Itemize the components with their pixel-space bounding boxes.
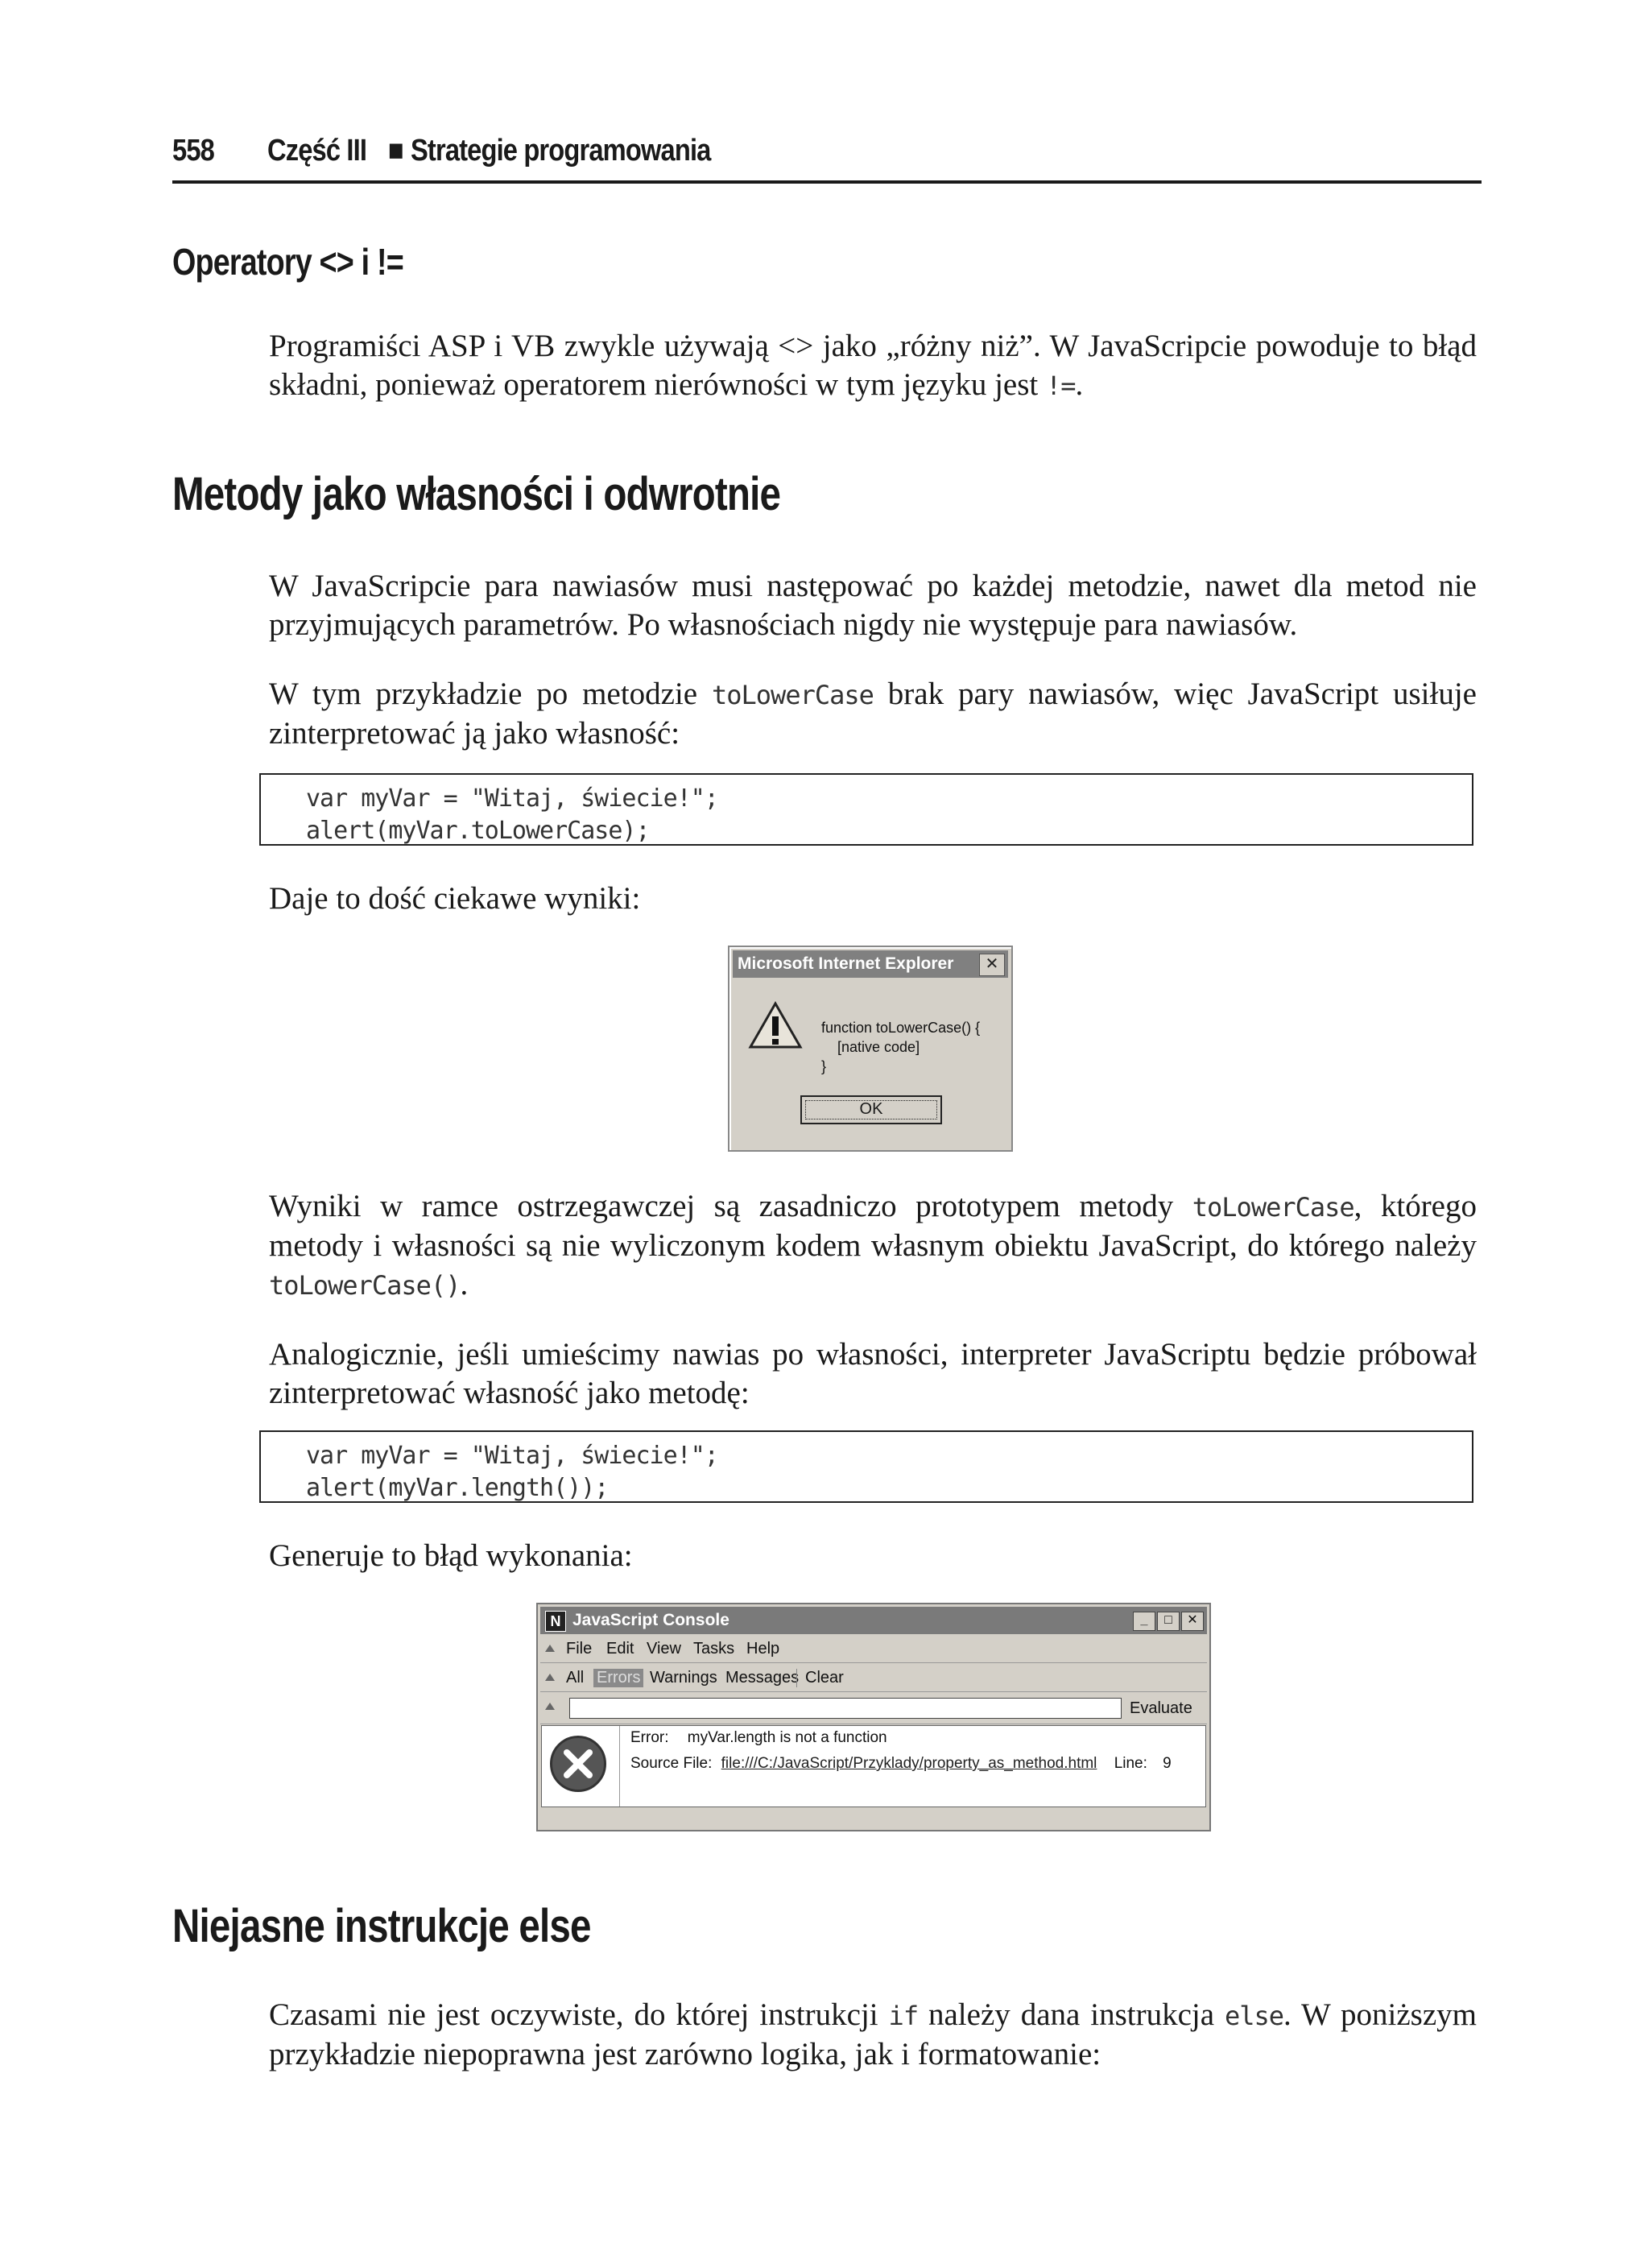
- filter-messages[interactable]: Messages: [725, 1669, 800, 1687]
- code-line: alert(myVar.length());: [306, 1474, 609, 1502]
- running-header: [172, 134, 1482, 184]
- part-title: Strategie programowania: [411, 134, 711, 168]
- paragraph-methods-1: W JavaScripcie para nawiasów musi następować po każdej metodzie, nawet dla metod nie przyjmujących parametrów. Po własnościach nigdy nie występuje para nawiasów.: [269, 569, 1477, 642]
- dialog-message: function toLowerCase() { [native code] }: [821, 1020, 981, 1074]
- maximize-icon[interactable]: □: [1157, 1612, 1180, 1631]
- section-heading-operators: Operatory <> i !=: [172, 241, 403, 283]
- ok-button[interactable]: OK: [800, 1095, 942, 1124]
- code-line: var myVar = "Witaj, świecie!";: [306, 1442, 718, 1470]
- evaluate-input[interactable]: [569, 1698, 1122, 1719]
- ie-alert-dialog: [728, 946, 1013, 1152]
- console-eval-bar: [540, 1693, 1207, 1724]
- menu-help[interactable]: Help: [746, 1640, 780, 1658]
- error-line: Error: myVar.length is not a function: [630, 1729, 887, 1746]
- paragraph-methods-5: Analogicznie, jeśli umieścimy nawias po własności, interpreter JavaScriptu będzie próbował zinterpretować własność jako metodę:: [269, 1337, 1477, 1410]
- paragraph-methods-6: Generuje to błąd wykonania:: [269, 1538, 633, 1573]
- part-label: Część III: [267, 134, 367, 168]
- netscape-logo-icon: N: [545, 1611, 566, 1632]
- source-file-link[interactable]: file:///C:/JavaScript/Przyklady/property_as_method.html: [721, 1755, 1097, 1772]
- page-number: 558: [172, 134, 214, 168]
- menu-file[interactable]: File: [566, 1640, 593, 1658]
- code-line: var myVar = "Witaj, świecie!";: [306, 784, 718, 813]
- toolbar-grip-icon: [545, 1645, 555, 1652]
- paragraph-methods-4: Wyniki w ramce ostrzegawczej są zasadniczo prototypem metody toLowerCase, którego metody i własności są nie wyliczonym kodem własnym obiektu JavaScript, do którego należy toLowerCase().: [269, 1189, 1477, 1302]
- toolbar-grip-icon: [545, 1674, 555, 1681]
- menu-tasks[interactable]: Tasks: [693, 1640, 735, 1658]
- warning-icon: [747, 1000, 804, 1054]
- javascript-console-window: [536, 1603, 1211, 1831]
- section-heading-else: Niejasne instrukcje else: [172, 1900, 591, 1952]
- paragraph-methods-3: Daje to dość ciekawe wyniki:: [269, 881, 641, 916]
- console-filter-bar: [540, 1664, 1207, 1692]
- console-output: [541, 1725, 1206, 1807]
- source-line: Source File: file:///C:/JavaScript/Przyklady/property_as_method.html Line: 9: [630, 1755, 1172, 1772]
- paragraph-else: Czasami nie jest oczywiste, do której instrukcji if należy dana instrukcja else. W poniższym przykładzie niepoprawna jest zarówno logika, jak i formatowanie:: [269, 1997, 1477, 2071]
- filter-all[interactable]: All: [566, 1669, 585, 1687]
- clear-button[interactable]: Clear: [796, 1669, 844, 1687]
- error-icon: [550, 1736, 606, 1792]
- evaluate-button[interactable]: Evaluate: [1130, 1699, 1192, 1717]
- code-block-1: [259, 773, 1473, 846]
- code-block-2: [259, 1430, 1473, 1503]
- paragraph-operators: Programiści ASP i VB zwykle używają <> jako „różny niż”. W JavaScripcie powoduje to błąd składni, ponieważ operatorem nierówności w tym języku jest !=.: [269, 329, 1477, 402]
- section-heading-methods: Metody jako własności i odwrotnie: [172, 468, 781, 520]
- code-line: alert(myVar.toLowerCase);: [306, 817, 650, 845]
- paragraph-methods-2: W tym przykładzie po metodzie toLowerCase brak pary nawiasów, więc JavaScript usiłuje zinterpretować ją jako własność:: [269, 677, 1477, 751]
- filter-warnings[interactable]: Warnings: [650, 1669, 717, 1687]
- dialog-title-bar: Microsoft Internet Explorer ✕: [733, 950, 1008, 978]
- console-title-bar: N JavaScript Console _ □ ✕: [540, 1607, 1207, 1634]
- output-divider: [619, 1726, 620, 1807]
- console-menu-bar: [540, 1635, 1207, 1663]
- filter-errors[interactable]: Errors: [593, 1669, 643, 1687]
- close-icon[interactable]: ✕: [979, 954, 1005, 976]
- menu-view[interactable]: View: [647, 1640, 681, 1658]
- square-bullet-icon: ■: [388, 134, 403, 168]
- menu-edit[interactable]: Edit: [606, 1640, 634, 1658]
- toolbar-grip-icon: [545, 1703, 555, 1710]
- close-icon[interactable]: ✕: [1181, 1612, 1204, 1631]
- minimize-icon[interactable]: _: [1133, 1612, 1155, 1631]
